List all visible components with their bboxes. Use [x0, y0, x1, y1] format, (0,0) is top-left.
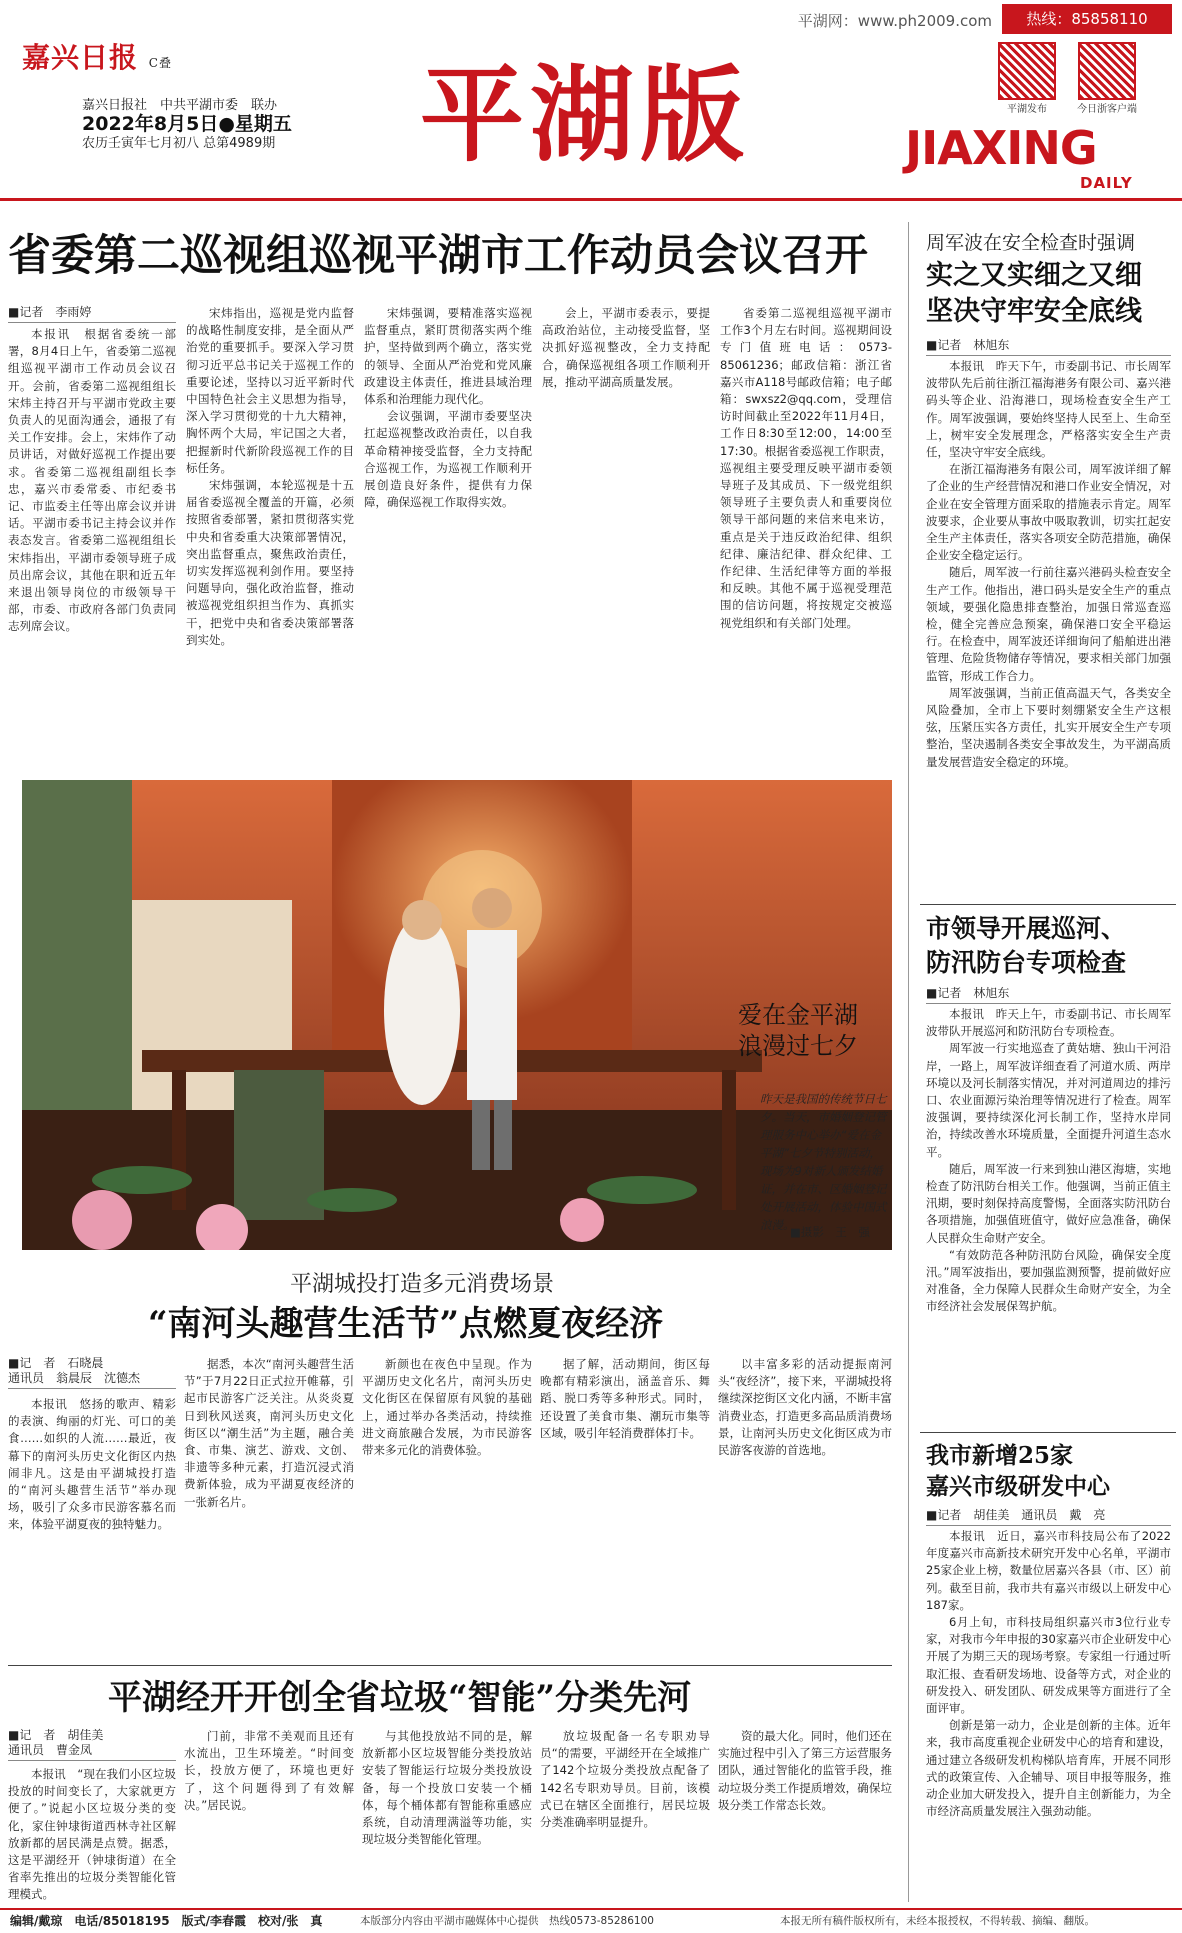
garbage-column-4	[540, 1728, 710, 1902]
right-paragraph: 本报讯 近日，嘉兴市科技局公布了2022年度嘉兴市高新技术研究开发中心名单，平湖市25家企业上榜，数量位居嘉兴各县（市、区）前列。截至目前，我市共有嘉兴市级以上研发中心187家。	[926, 1529, 1171, 1612]
river-paragraph: 据了解，活动期间，街区每晚都有精彩演出，涵盖音乐、舞蹈、脱口秀等多种形式。同时，还设置了美食市集、潮玩市集等区域，吸引年轻消费群体打卡。	[540, 1357, 710, 1440]
right-headline-1	[926, 258, 1176, 330]
garbage-paragraph: 门前，非常不美观而且还有水流出，卫生环境差。“时间变长，投放方便了，环境也更好了，这个问题得到了有效解决。”居民说。	[184, 1729, 354, 1812]
garbage-byline-correspondent: 通讯员 曹金凤	[8, 1743, 93, 1757]
river-column-1	[8, 1396, 176, 1660]
hotline-badge: 热线：85858110	[1002, 4, 1172, 34]
lead-column-5	[720, 305, 892, 765]
right-headline-3-line-2: 嘉兴市级研发中心	[926, 1473, 1110, 1500]
lead-column-1	[8, 326, 176, 766]
logo-suffix: C叠	[148, 56, 172, 70]
right-paragraph: 本报讯 昨天上午，市委副书记、市长周军波带队开展巡河和防汛防台专项检查。	[926, 1007, 1171, 1039]
edition-title: 平湖版	[420, 53, 751, 176]
river-paragraph: 以丰富多彩的活动提振南河头“夜经济”，接下来，平湖城投将继续深挖街区文化内涵，不断丰富消费业态，打造更多高品质消费场景，让南河头历史文化街区成为市民游客夜游的首选地。	[718, 1357, 892, 1458]
right-paragraph: 随后，周军波一行来到独山港区海塘，实地检查了防汛防台相关工作。他强调，当前正值主汛期，要时刻保持高度警惕，全面落实防汛防台各项措施，加强值班值守，做好应急准备，确保人民群众生命财产安全。	[926, 1161, 1171, 1245]
lead-byline: ■记者 李雨婷	[8, 305, 176, 323]
right-paragraph: 随后，周军波一行前往嘉兴港码头检查安全生产工作。他指出，港口码头是安全生产的重点领域，要强化隐患排查整治，加强日常巡查巡检，健全完善应急预案，确保港口安全平稳运行。在检查中，周军波还详细询问了船舶进出港管理、危险货物储存等情况，要求相关部门加强监管，形成工作合力。	[926, 565, 1171, 683]
logo-text: 嘉兴日报	[22, 41, 139, 74]
qr-label-1: 平湖发布	[1007, 104, 1047, 115]
photo-title-line-1: 爱在金平湖	[738, 1001, 858, 1029]
garbage-paragraph: 与其他投放站不同的是，解放新都小区垃圾智能分类投放站安装了智能运行垃圾分类投放设备，每一个投放口安装一个桶体，每个桶体都有智能称重感应系统，自动清理满溢等功能，实现垃圾分类智能化管理。	[362, 1729, 532, 1847]
right-article-3-body	[926, 1528, 1171, 1902]
garbage-column-1	[8, 1766, 176, 1902]
river-paragraph: 本报讯 悠扬的歌声、精彩的表演、绚丽的灯光、可口的美食……如织的人流……最近，夜幕下的南河头历史文化街区内热闹非凡。这是由平湖城投打造的“南河头趣营生活节”举办现场，吸引了众多市民游客慕名而来，体验平湖夏夜的独特魅力。	[8, 1397, 176, 1532]
masthead-info	[82, 96, 292, 153]
right-paragraph: “有效防范各种防汛防台风险，确保安全度汛。”周军波指出，要加强监测预警，提前做好应对准备，全力保障人民群众生命财产安全，为全市经济社会发展保驾护航。	[926, 1247, 1171, 1314]
right-rail-divider	[908, 222, 909, 1902]
lead-paragraph: 会上，平湖市委表示，要提高政治站位，主动接受监督，坚决抓好巡视整改，全力支持配合，确保巡视组各项工作顺利开展，推动平湖高质量发展。	[542, 306, 710, 389]
river-byline-correspondent: 通讯员 翁晨辰 沈德杰	[8, 1371, 141, 1385]
photo-title-line-2: 浪漫过七夕	[738, 1032, 858, 1060]
river-headline: “南河头趣营生活节”点燃夏夜经济	[148, 1304, 664, 1344]
right-paragraph: 6月上旬，市科技局组织嘉兴市3位行业专家，对我市今年申报的30家嘉兴市企业研发中心开展了为期三天的现场考察。专家组一行通过听取汇报、查看研发场地、设备等方式，对企业的研发投入、研发团队、研发成果等方面进行了全面评审。	[926, 1615, 1171, 1716]
lead-paragraph: 宋炜强调，要精准落实巡视监督重点，紧盯贯彻落实两个维护，坚持做到两个确立，落实党的领导、全面从严治党和党风廉政建设主体责任，推进县域治理体系和治理能力现代化。	[364, 306, 532, 407]
right-article-1-body	[926, 358, 1171, 898]
qr-block-2	[1078, 42, 1142, 115]
garbage-paragraph: 本报讯 “现在我们小区垃圾投放的时间变长了，大家就更方便了。”说起小区垃圾分类的变化，家住钟埭街道西林寺社区解放新都的居民满是点赞。据悉，这是平湖经开（钟埭街道）在全省率先推出的垃圾分类智能化管理模式。	[8, 1767, 176, 1902]
right-paragraph: 周军波一行实地巡查了黄姑塘、独山干河沿岸，一路上，周军波详细查看了河道水质、两岸环境以及河长制落实情况，并对河道周边的排污口、农业面源污染治理等情况进行了检查。周军波强调，要持续深化河长制工作，坚持水岸同治，持续改善水环境质量，全面提升河道生态水平。	[926, 1041, 1171, 1159]
right-article-2-body	[926, 1006, 1171, 1424]
lead-paragraph: 宋炜指出，巡视是党内监督的战略性制度安排，是全面从严治党的重要抓手。要深入学习贯彻习近平总书记关于巡视工作的重要论述，坚持以习近平新时代中国特色社会主义思想为指导，深入学习贯彻党的十九大精神，胸怀两个大局，牢记国之大者，把握新时代新阶段巡视工作的目标任务。	[186, 306, 354, 475]
river-column-5	[718, 1356, 892, 1660]
lead-paragraph: 本报讯 根据省委统一部署，8月4日上午，省委第二巡视组巡视平湖市工作动员会议召开。会前，省委第二巡视组组长宋炜主持召开与平湖市党政主要负责人的见面沟通会，通报了有关工作安排。会上，宋炜作了动员讲话，对做好巡视工作提出要求。省委第二巡视组副组长李忠，嘉兴市委常委、市纪委书记、市监委主任等出席会议并讲话。平湖市委书记主持会议并作表态发言。省委第二巡视组组长宋炜指出，平湖市委领导班子成员出席会议，其他在职和近五年来退出领导岗位的市级领导干部，市委、市政府各部门负责同志列席会议。	[8, 327, 176, 634]
footer-editors: 编辑/戴琼 电话/85018195 版式/李春霞 校对/张 真	[10, 1914, 323, 1928]
right-kicker-1: 周军波在安全检查时强调	[926, 232, 1136, 254]
photo-caption: 昨天是我国的传统节日七夕。当天，市婚姻登记管理服务中心举办“爱在金平湖”七夕节特别活动，现场为9对新人颁发结婚证，并在市、区婚姻登记处开展活动，体验中国式浪漫。	[760, 1092, 887, 1232]
website-url: 平湖网：www.ph2009.com	[797, 12, 992, 30]
river-column-3	[362, 1356, 532, 1660]
garbage-column-5	[718, 1728, 892, 1902]
footer-ad: 本版部分内容由平湖市融媒体中心提供 热线0573-85286100	[360, 1915, 654, 1927]
photo-credit: ■摄影 王 强	[790, 1225, 870, 1239]
river-paragraph: 新颜也在夜色中呈现。作为平湖历史文化名片，南河头历史文化街区在保留原有风貌的基础上，通过举办各类活动，持续推进文商旅融合发展，为市民游客带来多元化的消费体验。	[362, 1357, 532, 1458]
right-headline-2-line-1: 市领导开展巡河、	[926, 914, 1127, 943]
garbage-byline	[8, 1728, 176, 1761]
river-column-4	[540, 1356, 710, 1660]
section-divider	[8, 1665, 892, 1666]
footer-note: 本报无所有稿件版权所有，未经本报授权，不得转载、摘编、翻版。	[780, 1915, 1095, 1927]
lead-headline: 省委第二巡视组巡视平湖市工作动员会议召开	[8, 231, 868, 281]
river-kicker: 平湖城投打造多元消费场景	[290, 1272, 555, 1297]
right-byline-1: ■记者 林旭东	[926, 338, 1171, 356]
right-divider-1	[920, 904, 1176, 905]
garbage-headline: 平湖经开开创全省垃圾“智能”分类先河	[108, 1678, 692, 1718]
garbage-paragraph: 资的最大化。同时，他们还在实施过程中引入了第三方运营服务团队，通过智能化的监管手段，推动垃圾分类工作提质增效，确保垃圾分类工作常态长效。	[718, 1729, 892, 1812]
garbage-paragraph: 放垃圾配备一名专职劝导员“的需要，平湖经开在全域推广了142个垃圾分类投放点配备了142名专职劝导员。目前，该模式已在辖区全面推行，居民垃圾分类准确率明显提升。	[540, 1729, 710, 1830]
right-paragraph: 创新是第一动力，企业是创新的主体。近年来，我市高度重视企业研发中心的培育和建设，通过建立各级研发机构梯队培育库，开展不同形式的政策宣传、入企辅导、项目申报等服务，推动企业加大研发投入，提升自主创新能力，为全市经济高质量发展注入强劲动能。	[926, 1718, 1171, 1819]
right-byline-3: ■记者 胡佳美 通讯员 戴 亮	[926, 1508, 1171, 1526]
river-paragraph: 据悉，本次“南河头趣营生活节”于7月22日正式拉开帷幕，引起市民游客广泛关注。从炎炎夏日到秋风送爽，南河头历史文化街区以“潮生活”为主题，融合美食、市集、演艺、游戏、文创、非遗等多种元素，打造沉浸式消费新体验，成为平湖夏夜经济的一张新名片。	[184, 1357, 354, 1509]
top-bar	[0, 0, 1182, 40]
issue-date: 2022年8月5日●星期五	[82, 113, 292, 135]
lead-column-3	[364, 305, 532, 765]
right-paragraph: 在浙江福海港务有限公司，周军波详细了解了企业的生产经营情况和港口作业安全情况，对企业在安全管理方面采取的措施表示肯定。周军波要求，企业要从事故中吸取教训，切实扛起安全生产主体责任，落实各项安全防范措施，确保企业安全稳定运行。	[926, 462, 1171, 563]
garbage-byline-reporter: ■记 者 胡佳美	[8, 1728, 104, 1742]
page-footer	[0, 1908, 1182, 1933]
garbage-column-2	[184, 1728, 354, 1902]
right-paragraph: 周军波强调，当前正值高温天气，各类安全风险叠加，全市上下要时刻绷紧安全生产这根弦，压紧压实各方责任，扎实开展安全生产专项整治，坚决遏制各类安全事故发生，为平湖高质量发展营造安全稳定的环境。	[926, 685, 1171, 769]
qr-code-icon	[998, 42, 1056, 100]
qr-block-1	[998, 42, 1062, 115]
right-headline-3-line-1: 我市新增25家	[926, 1442, 1074, 1469]
right-headline-2	[926, 912, 1176, 980]
photo-title	[738, 1000, 888, 1062]
english-daily: DAILY	[1080, 174, 1133, 192]
lead-column-2	[186, 305, 354, 765]
right-divider-2	[920, 1432, 1176, 1433]
right-paragraph: 本报讯 昨天下午，市委副书记、市长周军波带队先后前往浙江福海港务有限公司、嘉兴港码头等企业、沿海港口，现场检查安全生产工作。周军波强调，要始终坚持人民至上、生命至上，树牢安全发展理念，严格落实安全生产责任，坚决守牢安全底线。	[926, 359, 1171, 460]
qr-code-icon	[1078, 42, 1136, 100]
garbage-column-3	[362, 1728, 532, 1902]
english-title: JIAXING	[905, 121, 1097, 175]
lunar-date: 农历壬寅年七月初八 总第4989期	[82, 136, 276, 151]
river-byline-reporter: ■记 者 石晓晨	[8, 1356, 104, 1370]
newspaper-logo	[22, 36, 172, 76]
lead-paragraph: 会议强调，平湖市委要坚决扛起巡视整改政治责任，以自我革命精神接受监督，全力支持配合巡视工作，为巡视工作顺利开展创造良好条件，提供有力保障，确保巡视工作取得实效。	[364, 409, 532, 510]
publisher: 嘉兴日报社 中共平湖市委 联办	[82, 98, 278, 113]
right-byline-2: ■记者 林旭东	[926, 986, 1171, 1004]
lead-paragraph: 省委第二巡视组巡视平湖市工作3个月左右时间。巡视期间设专门值班电话：0573-85061236；邮政信箱：浙江省嘉兴市A118号邮政信箱；电子邮箱：swxsz2@qq.com，受理信访时间截止至2022年11月4日，工作日8:30至12:00，14:00至17:30。根据省委巡视工作职责，巡视组主要受理反映平湖市委领导班子及其成员、下一级党组织领导班子主要负责人和重要岗位领导干部问题的来信来电来访，重点是关于违反政治纪律、组织纪律、廉洁纪律、群众纪律、工作纪律、生活纪律等方面的举报和反映。其他不属于巡视受理范围的信访问题，将按规定交被巡视党组织和有关部门处理。	[720, 306, 892, 630]
right-headline-1-line-2: 坚决守牢安全底线	[926, 296, 1142, 327]
qr-label-2: 今日浙客户端	[1077, 104, 1137, 115]
lead-paragraph: 宋炜强调，本轮巡视是十五届省委巡视全覆盖的开篇，必须按照省委部署，紧扣贯彻落实党中央和省委重大决策部署情况，突出监督重点，聚焦政治责任，切实发挥巡视利剑作用。要坚持问题导向，强化政治监督，推动被巡视党组织担当作为、真抓实干，把党中央和省委决策部署落到实处。	[186, 478, 354, 647]
right-headline-2-line-2: 防汛防台专项检查	[926, 948, 1127, 977]
right-headline-1-line-1: 实之又实细之又细	[926, 260, 1142, 291]
lead-column-4	[542, 305, 710, 765]
river-column-2	[184, 1356, 354, 1660]
right-headline-3	[926, 1440, 1176, 1502]
river-byline	[8, 1356, 176, 1389]
masthead-rule	[0, 198, 1182, 201]
